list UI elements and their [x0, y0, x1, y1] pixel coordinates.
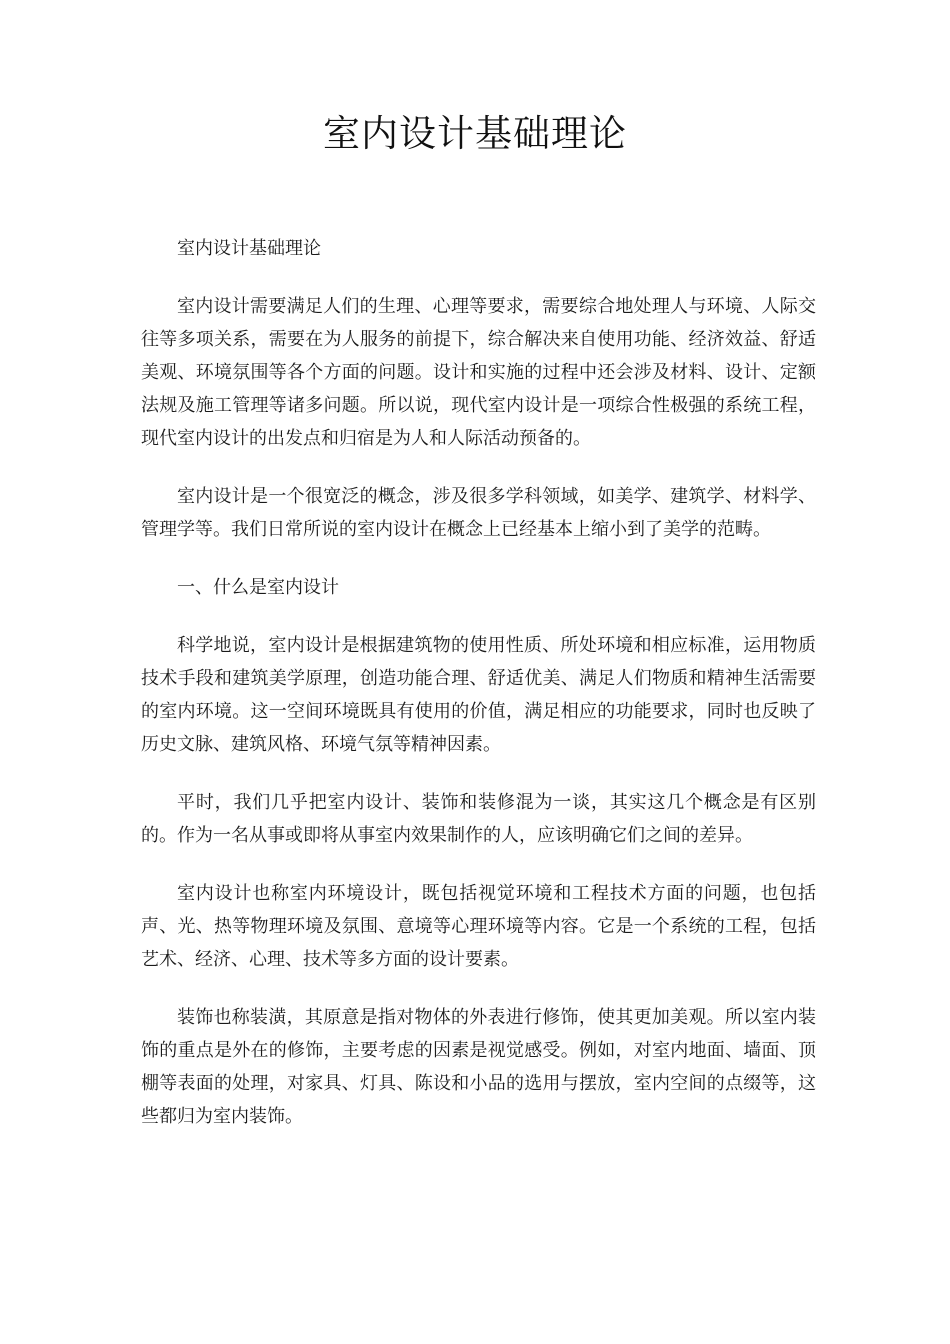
paragraph-distinction: 平时，我们几乎把室内设计、装饰和装修混为一谈，其实这几个概念是有区别的。作为一名从事或即将从事室内效果制作的人，应该明确它们之间的差异。 — [141, 792, 816, 846]
paragraph-environment-design: 室内设计也称室内环境设计，既包括视觉环境和工程技术方面的问题，也包括声、光、热等物理环境及氛围、意境等心理环境等内容。它是一个系统的工程，包括艺术、经济、心理、技术等多方面的设计要素。 — [141, 883, 816, 970]
paragraph-concept: 室内设计是一个很宽泛的概念，涉及很多学科领域，如美学、建筑学、材料学、管理学等。我们日常所说的室内设计在概念上已经基本上缩小到了美学的范畴。 — [141, 486, 816, 540]
section-heading-what-is-interior-design: 一、什么是室内设计 — [177, 577, 339, 598]
paragraph-definition: 科学地说，室内设计是根据建筑物的使用性质、所处环境和相应标准，运用物质技术手段和建筑美学原理，创造功能合理、舒适优美、满足人们物质和精神生活需要的室内环境。这一空间环境既具有使用的价值，满足相应的功能要求，同时也反映了历史文脉、建筑风格、环境气氛等精神因素。 — [141, 635, 816, 755]
document-title: 室内设计基础理论 — [323, 112, 627, 155]
paragraph-intro: 室内设计需要满足人们的生理、心理等要求，需要综合地处理人与环境、人际交往等多项关系，需要在为人服务的前提下，综合解决来自使用功能、经济效益、舒适美观、环境氛围等各个方面的问题。设计和实施的过程中还会涉及材料、设计、定额法规及施工管理等诸多问题。所以说，现代室内设计是一项综合性极强的系统工程，现代室内设计的出发点和归宿是为人和人际活动预备的。 — [141, 296, 816, 449]
paragraph-decoration: 装饰也称装潢，其原意是指对物体的外表进行修饰，使其更加美观。所以室内装饰的重点是外在的修饰，主要考虑的因素是视觉感受。例如，对室内地面、墙面、顶棚等表面的处理，对家具、灯具、陈设和小品的选用与摆放，室内空间的点缀等，这些都归为室内装饰。 — [141, 1007, 816, 1127]
section-subtitle: 室内设计基础理论 — [177, 238, 321, 259]
document-body — [141, 232, 816, 1158]
